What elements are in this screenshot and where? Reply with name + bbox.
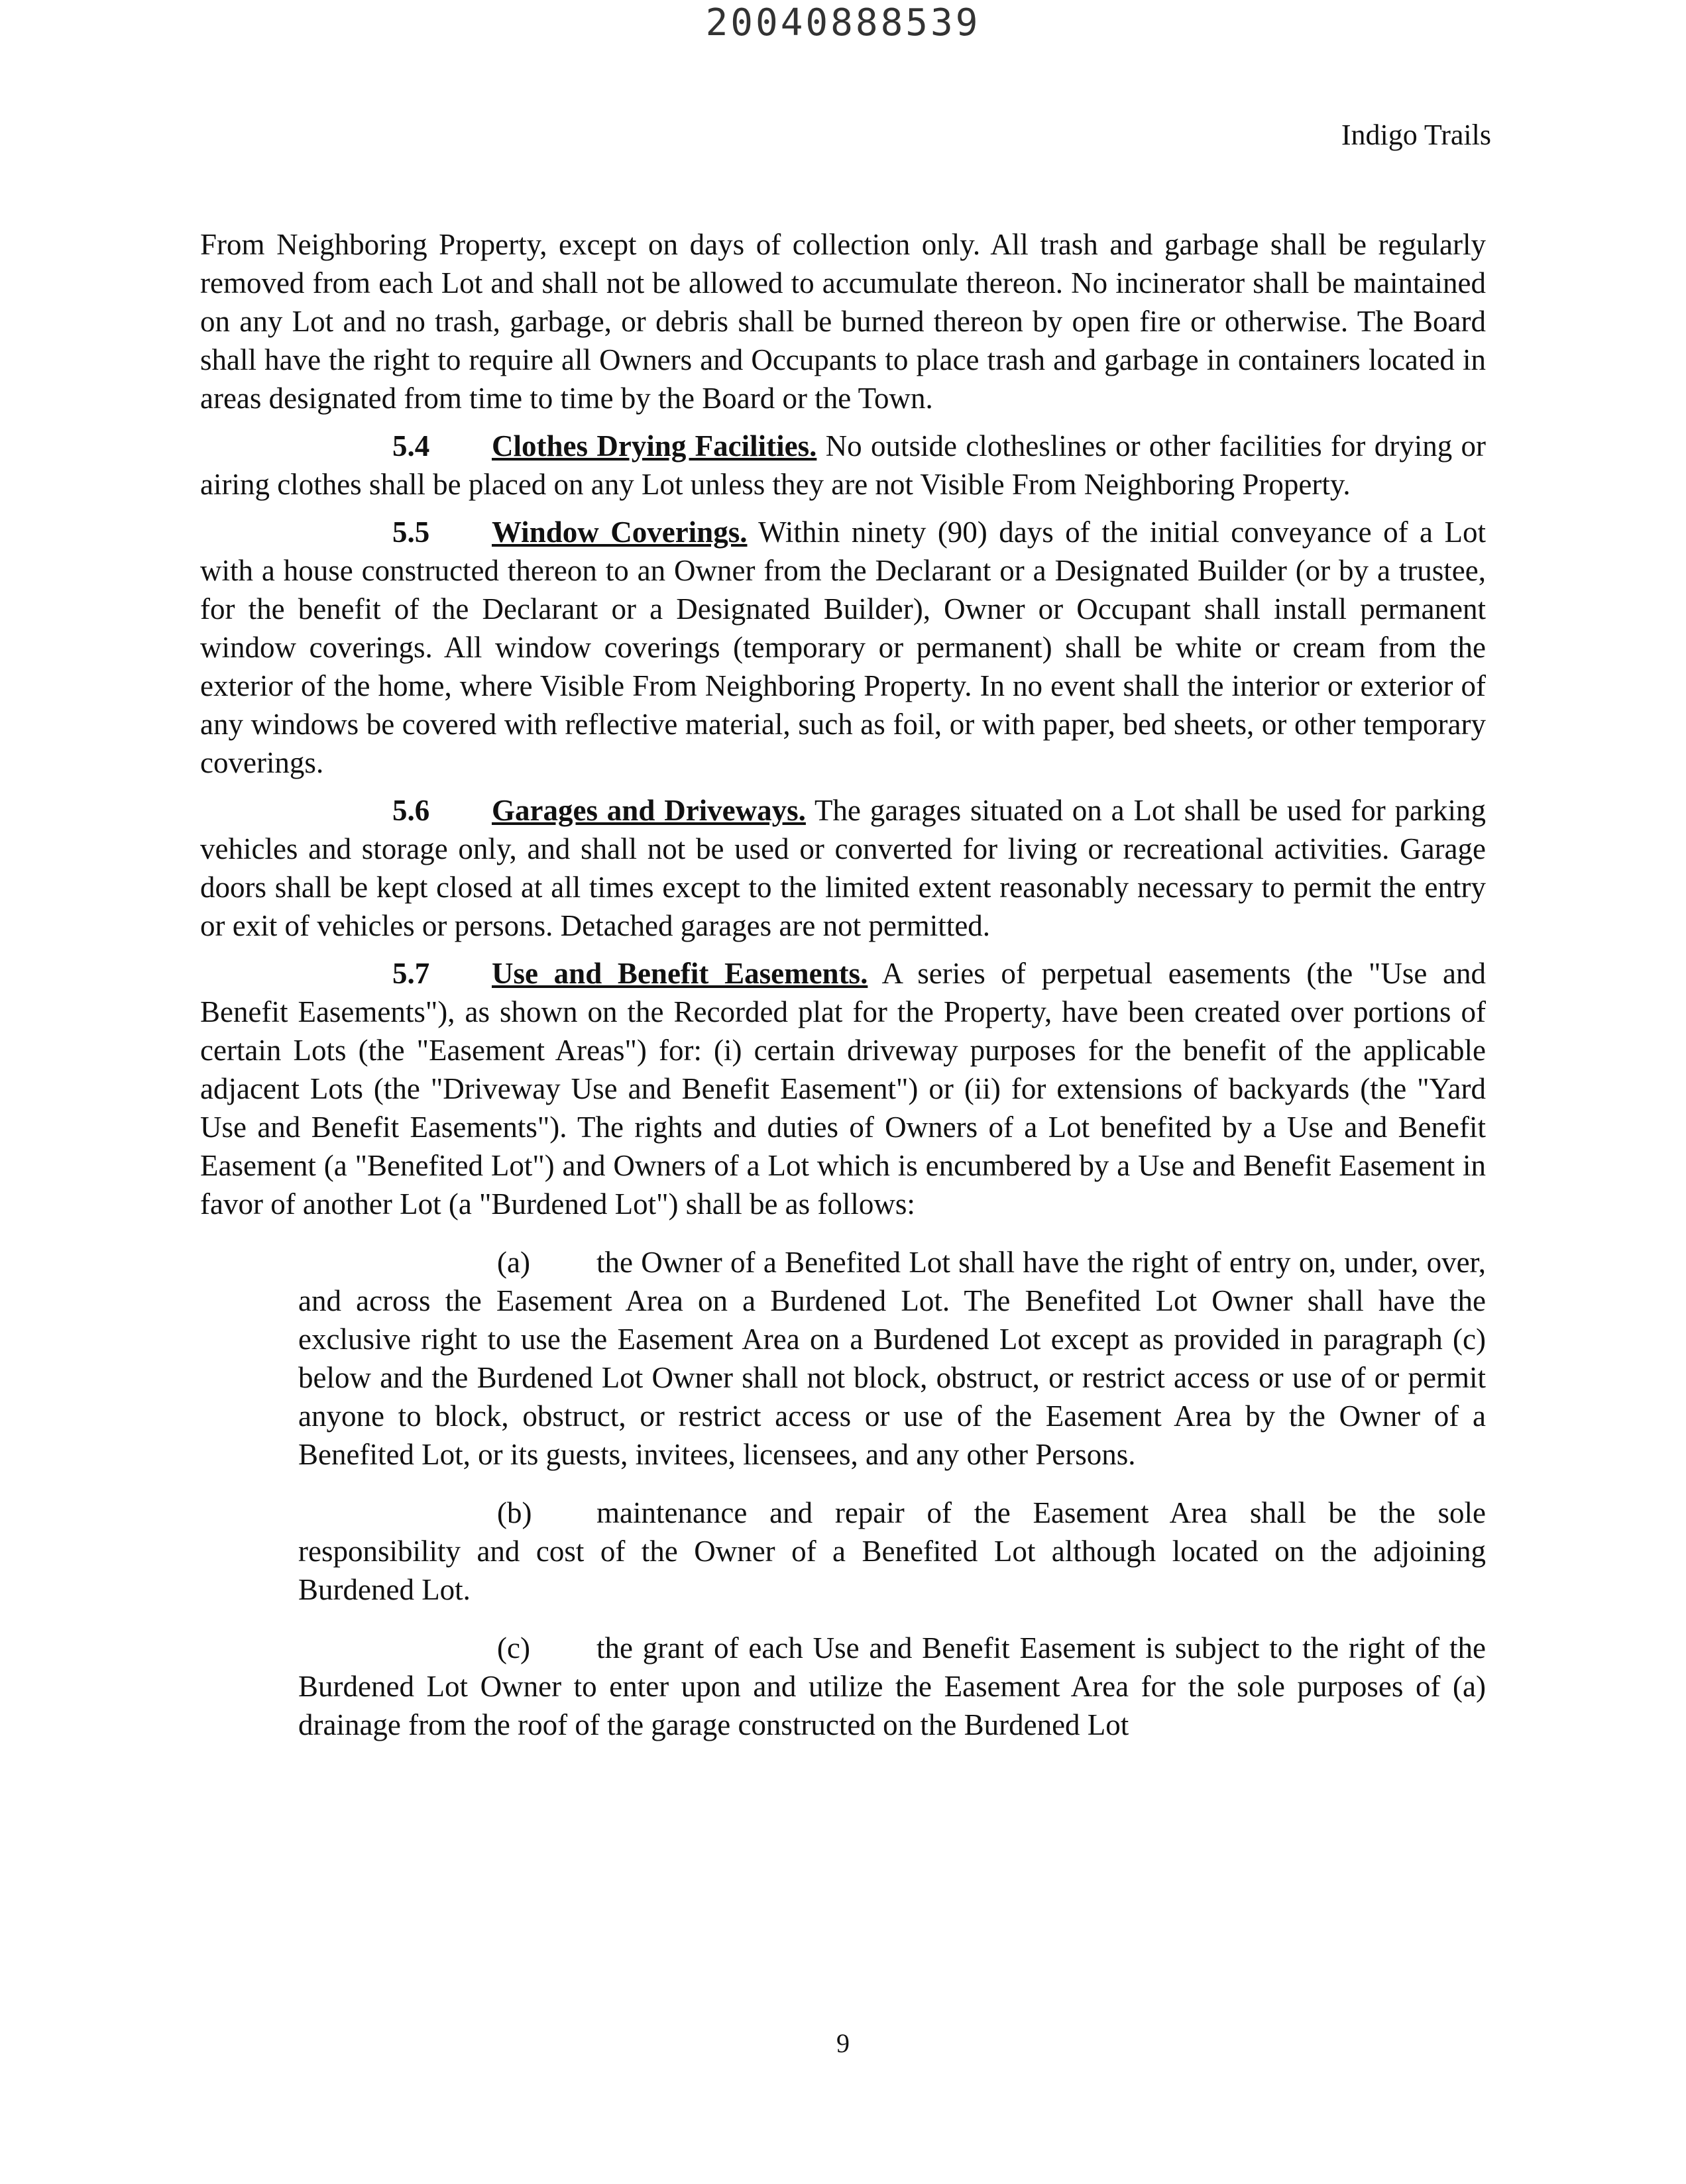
section-title: Garages and Driveways.: [492, 794, 806, 827]
subparagraph-label: (a): [497, 1246, 530, 1279]
section-text: A series of perpetual easements (the "Use and Benefit Easements"), as shown on the Recorded plat for the Property, have been created over portions of certain Lots (the "Easement Areas") for: (i) certain driveway purposes for the benefit of the applicable adjacent Lots (the "Driveway Use and Benefit Easement") or (ii) for extensions of backyards (the "Yard Use and Benefit Easements"). The rights and duties of Owners of a Lot benefited by a Use and Benefit Easement (a "Benefited Lot") and Owners of a Lot which is encumbered by a Use and Benefit Easement in favor of another Lot (a "Burdened Lot") shall be as follows:: [200, 957, 1486, 1221]
section-text: No outside clotheslines or other facilities for drying or airing clothes shall be placed on any Lot unless they are not Visible From Neighboring Property.: [200, 429, 1487, 501]
section-5-6: [200, 791, 1486, 945]
page-number: 9: [836, 2028, 850, 2058]
section-5-4: [200, 427, 1486, 504]
section-title: Window Coverings.: [492, 516, 748, 549]
section-title: Use and Benefit Easements.: [492, 957, 868, 990]
subparagraph-label: (c): [497, 1631, 530, 1665]
continuation-paragraph: From Neighboring Property, except on days of collection only. All trash and garbage shall be regularly removed from each Lot and shall not be allowed to accumulate thereon. No incinerator shall be maintained on any Lot and no trash, garbage, or debris shall be burned thereon by open fire or otherwise. The Board shall have the right to require all Owners and Occupants to place trash and garbage in containers located in areas designated from time to time by the Board or the Town.: [200, 228, 1486, 415]
subparagraph-text: the Owner of a Benefited Lot shall have the right of entry on, under, over, and across the Easement Area on a Burdened Lot. The Benefited Lot Owner shall have the exclusive right to use the Easement Area on a Burdened Lot except as provided in paragraph (c) below and the Burdened Lot Owner shall not block, obstruct, or restrict access or use of or permit anyone to block, obstruct, or restrict access or use of the Easement Area by the Owner of a Benefited Lot, or its guests, invitees, licensees, and any other Persons.: [298, 1246, 1486, 1471]
running-header: Indigo Trails: [1341, 119, 1491, 151]
section-text: Within ninety (90) days of the initial conveyance of a Lot with a house constructed thereon to an Owner from the Declarant or a Designated Builder (or by a trustee, for the benefit of the Declarant or a Designated Builder), Owner or Occupant shall install permanent window coverings. All window coverings (temporary or permanent) shall be white or cream from the exterior of the home, where Visible From Neighboring Property. In no event shall the interior or exterior of any windows be covered with reflective material, such as foil, or with paper, bed sheets, or other temporary coverings.: [200, 516, 1487, 779]
section-number: 5.5: [392, 516, 430, 549]
recording-number: 20040888539: [705, 1, 981, 44]
section-title: Clothes Drying Facilities.: [492, 429, 817, 463]
subparagraph-a: [298, 1243, 1486, 1474]
subparagraph-c: [298, 1629, 1486, 1744]
section-number: 5.7: [392, 957, 430, 990]
subparagraph-label: (b): [497, 1496, 532, 1529]
section-number: 5.4: [392, 429, 430, 463]
section-text: The garages situated on a Lot shall be used for parking vehicles and storage only, and shall not be used or converted for living or recreational activities. Garage doors shall be kept closed at all times except to the limited extent reasonably necessary to permit the entry or exit of vehicles or persons. Detached garages are not permitted.: [200, 794, 1487, 942]
subparagraph-text: maintenance and repair of the Easement Area shall be the sole responsibility and cost of the Owner of a Benefited Lot although located on the adjoining Burdened Lot.: [298, 1496, 1486, 1606]
section-number: 5.6: [392, 794, 430, 827]
section-5-7: [200, 954, 1486, 1223]
document-body: [200, 225, 1486, 1753]
section-5-5: [200, 513, 1486, 782]
subparagraph-text: the grant of each Use and Benefit Easement is subject to the right of the Burdened Lot Owner to enter upon and utilize the Easement Area for the sole purposes of (a) drainage from the roof of the garage constructed on the Burdened Lot: [298, 1631, 1486, 1741]
subparagraph-b: [298, 1494, 1486, 1609]
